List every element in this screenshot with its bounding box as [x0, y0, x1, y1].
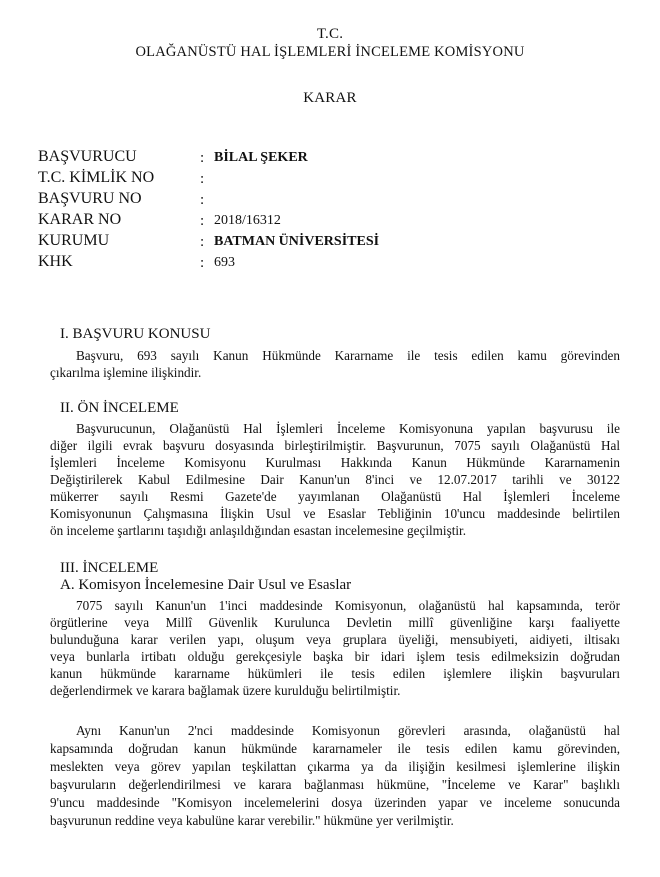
section-3-p1-line: bulunduğuna karar verilen yapı, oluşum veya gruplara üyeliği, mensubiyeti, aidiyeti, iltisakı: [50, 632, 620, 647]
header-commission: OLAĞANÜSTÜ HAL İŞLEMLERİ İNCELEME KOMİSYONU: [135, 44, 525, 60]
section-2-line: Komisyonunun Çalışmasına İlişkin Usul ve Esaslar Tebliğinin 10'uncu maddesinde belirtilen: [50, 506, 620, 521]
meta-value-decision-no: 2018/16312: [214, 213, 281, 228]
section-3-p1-line: veya bunlarla irtibatı olduğu gerekçesiyle başka bir idari işlem tesis edilmeksizin doğrudan: [50, 649, 620, 664]
section-3-p2-line: başvurunun reddine veya kabulüne karar verebilir." hükmüne yer verilmiştir.: [50, 813, 454, 828]
section-3-p1-line: değerlendirmek ve karara bağlamak üzere kurulduğu belirtilmiştir.: [50, 683, 401, 698]
section-2-line: ön inceleme şartlarını taşıdığı anlaşıldığından esastan incelemesine geçilmiştir.: [50, 523, 467, 538]
section-1-line: Başvuru, 693 sayılı Kanun Hükmünde Kararname ile tesis edilen kamu görevinden: [76, 348, 620, 363]
meta-label-khk: KHK: [38, 253, 73, 270]
section-3-p2-line: başvuruların değerlendirilmesi ve karara bağlanması hükmüne, "İnceleme ve Karar" başlıklı: [50, 777, 620, 792]
meta-label-institution: KURUMU: [38, 232, 110, 249]
section-3-heading: III. İNCELEME: [60, 560, 159, 576]
meta-label-applicant: BAŞVURUCU: [38, 148, 137, 165]
section-3-p1-line: örgütlerine veya Millî Güvenlik Kurulunca Devletin millî güvenliğine karşı faaliyette: [50, 615, 620, 630]
meta-label-application-no: BAŞVURU NO: [38, 190, 142, 207]
section-3-p1-line: kanun hükmünde kararname hükümleri ile tesis edilen işlemlere ilişkin başvuruları: [50, 666, 620, 681]
document-title: KARAR: [303, 90, 357, 106]
header-tc: T.C.: [316, 26, 344, 42]
section-3-p2-line: Aynı Kanun'un 2'nci maddesinde Komisyonun görevleri arasında, olağanüstü hal: [76, 723, 620, 738]
meta-value-institution: BATMAN ÜNİVERSİTESİ: [214, 234, 380, 249]
section-2-line: Başvurucunun, Olağanüstü Hal İşlemleri İnceleme Komisyonuna yapılan başvurusu ile: [76, 421, 620, 436]
meta-value-khk: 693: [214, 255, 235, 270]
section-3-p1-line: 7075 sayılı Kanun'un 1'inci maddesinde Komisyonun, olağanüstü hal kapsamında, terör: [76, 598, 620, 613]
meta-value-applicant: BİLAL ŞEKER: [214, 150, 308, 165]
section-3-p2-line: kapsamında doğrudan kanun hükmünde kararnameler ile tesis edilen kamu görevinden,: [50, 741, 620, 756]
section-1-heading: I. BAŞVURU KONUSU: [60, 326, 211, 342]
section-2-line: mükerrer sayılı Resmi Gazete'de yayımlanan Olağanüstü Hal İşlemleri İnceleme: [50, 489, 620, 504]
section-3-p2-line: 9'uncu maddesinde "Komisyon incelemelerini dosya üzerinden yapar ve inceleme sonucunda: [50, 795, 620, 810]
meta-label-decision-no: KARAR NO: [38, 211, 122, 228]
section-2-line: Değiştirilerek Kabul Edilmesine Dair Kanun'un 8'inci ve 12.07.2017 tarihli ve 30122: [50, 472, 620, 487]
section-1-line: çıkarılma işlemine ilişkindir.: [50, 365, 202, 380]
section-2-line: İşlemleri İnceleme Komisyonu Kurulması Hakkında Kanun Hükmünde Kararnamenin: [50, 455, 620, 470]
section-3-p2-line: meslekten veya görev yapılan teşkilattan çıkarma ya da ilişiğin kesilmesi işlemlerine ilişkin: [50, 759, 620, 774]
section-2-line: diğer ilgili evrak başvuru dosyasında birleştirilmiştir. Başvurunun, 7075 sayılı Olağanüstü Hal: [50, 438, 620, 453]
meta-label-tc-id: T.C. KİMLİK NO: [38, 169, 155, 186]
section-2-heading: II. ÖN İNCELEME: [60, 400, 179, 416]
decision-page: T.C. OLAĞANÜSTÜ HAL İŞLEMLERİ İNCELEME KOMİSYONU KARAR BAŞVURUCU : BİLAL ŞEKER T.C. KİMLİK NO : BAŞVURU NO : KARAR NO : 2018/16312 KURUMU : BATMAN ÜNİVERSİTESİ KHK : 693 I. BAŞVURU KONUSU Başvuru, 693 sayılı Kanun Hükmünde Kararname ile tesis edilen kamu görevinden çıkarılma işlemine ilişkindir. II. ÖN İNCELEME Başvurucunun, Olağanüstü Hal İşlemleri İnceleme Komisyonuna yapılan başvurusu ile diğer ilgili evrak başvuru dosyasında birleştirilmiştir. Başvurunun, 7075 sayılı Olağanüstü Hal İşlemleri İnceleme Komisyonu Kurulması Hakkında Kanun Hükmünde Kararnamenin Değiştirilerek Kabul Edilmesine Dair Kanun'un 8'inci ve 12.07.2017 tarihli ve 30122 mükerrer sayılı Resmi Gazete'de yayımlanan Olağanüstü Hal İşlemleri İnceleme Komisyonunun Çalışmasına İlişkin Usul ve Esaslar Tebliğinin 10'uncu maddesinde belirtilen ön inceleme şartlarını taşıdığı anlaşıldığından esastan incelemesine geçilmiştir. III. İNCELEME A. Komisyon İncelemesine Dair Usul ve Esaslar 7075 sayılı Kanun'un 1'inci maddesinde Komisyonun, olağanüstü hal kapsamında, terör örgütlerine veya Millî Güvenlik Kurulunca Devletin millî güvenliğine karşı faaliyette bulunduğuna karar verilen yapı, oluşum veya gruplara üyeliği, mensubiyeti, aidiyeti, iltisakı veya bunlarla irtibatı olduğu gerekçesiyle başka bir idari işlem tesis edilmeksizin doğrudan kanun hükmünde kararname hükümleri ile tesis edilen işlemlere ilişkin başvuruları değerlendirmek ve karara bağlamak üzere kurulduğu belirtilmiştir. Aynı Kanun'un 2'nci maddesinde Komisyonun görevleri arasında, olağanüstü hal kapsamında doğrudan kanun hükmünde kararnameler ile tesis edilen kamu görevinden, meslekten veya görev yapılan teşkilattan çıkarma ya da ilişiğin kesilmesi işlemlerine ilişkin başvuruların değerlendirilmesi ve karara bağlanması hükmüne, "İnceleme ve Karar" başlıklı 9'uncu maddesinde "Komisyon incelemelerini dosya üzerinden yapar ve inceleme sonucunda başvurunun reddine veya kabulüne karar verebilir." hükmüne yer verilmiştir.: [0, 0, 660, 877]
section-3a-subheading: A. Komisyon İncelemesine Dair Usul ve Esaslar: [60, 577, 352, 593]
